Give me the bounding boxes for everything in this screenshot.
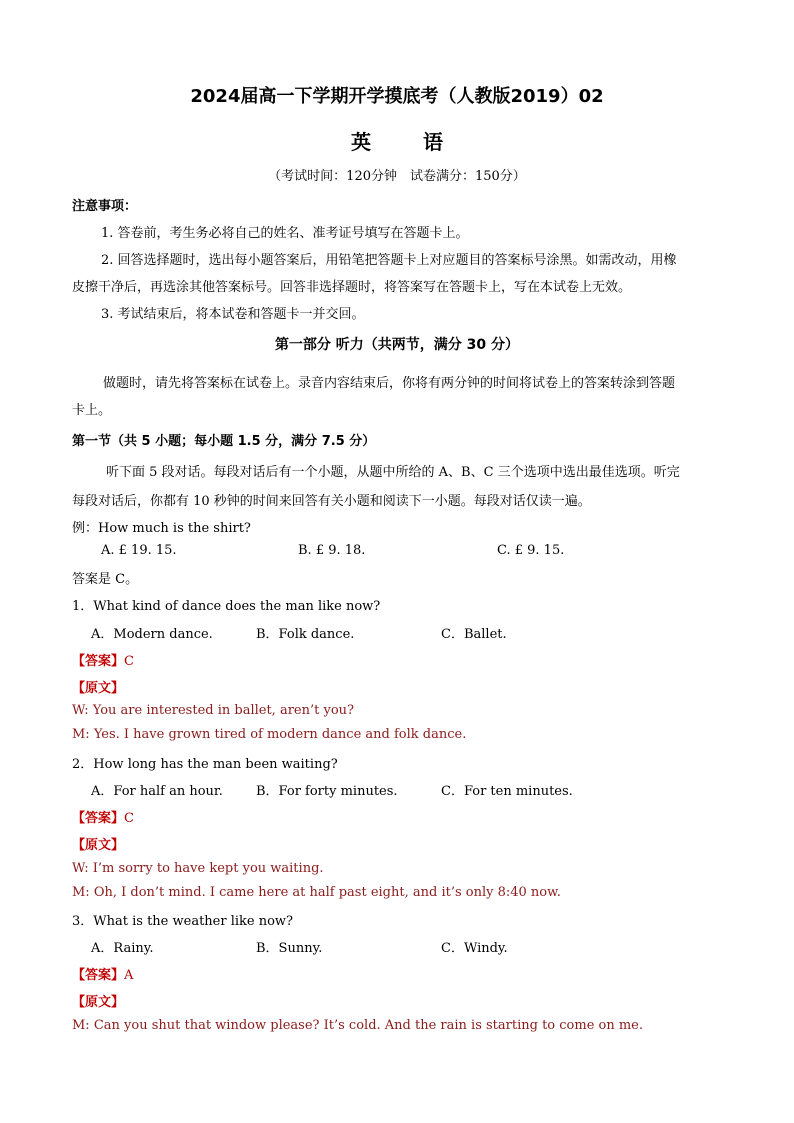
subject-char-1: 英 [351, 130, 371, 154]
question-3-stem: 3．What is the weather like now? [72, 914, 294, 929]
answer-label: 【答案】 [72, 968, 125, 983]
section1-title: 第一节（共 5 小题；每小题 1.5 分，满分 7.5 分） [72, 434, 376, 449]
question-2-stem: 2．How long has the man been waiting? [72, 757, 338, 772]
notice-item-2-line-2: 皮擦干净后，再选涂其他答案标号。回答非选择题时，将答案写在答题卡上，写在本试卷上无效。 [72, 280, 632, 295]
question-3-option-c: C．Windy. [441, 941, 508, 956]
question-1-option-c: C．Ballet. [441, 627, 507, 642]
question-3-option-b: B．Sunny. [256, 941, 323, 956]
question-3-option-a: A．Rainy. [91, 941, 154, 956]
section1-instructions-line-2: 每段对话后，你都有 10 秒钟的时间来回答有关小题和阅读下一小题。每段对话仅读一遍。 [72, 494, 591, 509]
question-2-option-b: B．For forty minutes. [256, 784, 398, 799]
question-3-transcript-label: 【原文】 [72, 995, 125, 1010]
notice-item-1: 1. 答卷前，考生务必将自己的姓名、准考证号填写在答题卡上。 [101, 226, 469, 241]
question-2-transcript-label: 【原文】 [72, 838, 125, 853]
answer-label: 【答案】 [72, 811, 125, 826]
answer-value: C [124, 811, 134, 826]
part1-title: 第一部分 听力（共两节，满分 30 分） [274, 337, 520, 353]
example-question: 例：How much is the shirt? [72, 521, 251, 536]
question-1-stem: 1．What kind of dance does the man like now? [72, 599, 381, 614]
example-option-b: B. £ 9. 18. [298, 543, 366, 558]
part1-intro-line-2: 卡上。 [72, 403, 112, 418]
section1-instructions-line-1: 听下面 5 段对话。每段对话后有一个小题，从题中所给的 A、B、C 三个选项中选出最佳选项。听完 [106, 465, 680, 480]
question-1-answer [72, 650, 134, 669]
question-2-transcript-line-1: W: I’m sorry to have kept you waiting. [72, 861, 324, 876]
answer-label: 【答案】 [72, 654, 125, 669]
question-3-transcript-line-1: M: Can you shut that window please? It’s cold. And the rain is starting to come on me. [72, 1018, 644, 1033]
part1-intro-line-1: 做题时，请先将答案标在试卷上。录音内容结束后，你将有两分钟的时间将试卷上的答案转涂到答题 [103, 376, 676, 391]
subject-char-2: 语 [423, 130, 443, 154]
question-1-option-a: A．Modern dance. [91, 627, 213, 642]
notice-item-2-line-1: 2. 回答选择题时，选出每小题答案后，用铅笔把答题卡上对应题目的答案标号涂黑。如需改动，用橡 [101, 253, 677, 268]
exam-time-info: （考试时间：120分钟 试卷满分：150分） [268, 169, 526, 184]
question-1-option-b: B．Folk dance. [256, 627, 355, 642]
answer-value: A [124, 968, 134, 983]
question-2-answer [72, 807, 134, 826]
question-2-option-a: A．For half an hour. [91, 784, 223, 799]
subject-title [0, 126, 794, 155]
notice-heading: 注意事项： [72, 199, 138, 214]
question-2-option-c: C．For ten minutes. [441, 784, 573, 799]
example-option-c: C. £ 9. 15. [497, 543, 565, 558]
answer-value: C [124, 654, 134, 669]
example-answer: 答案是 C。 [72, 572, 139, 587]
question-1-transcript-line-1: W: You are interested in ballet, aren’t you? [72, 703, 354, 718]
notice-item-3: 3. 考试结束后，将本试卷和答题卡一并交回。 [101, 307, 365, 322]
question-1-transcript-line-2: M: Yes. I have grown tired of modern dance and folk dance. [72, 727, 467, 742]
question-2-transcript-line-2: M: Oh, I don’t mind. I came here at half past eight, and it’s only 8:40 now. [72, 885, 561, 900]
question-1-transcript-label: 【原文】 [72, 681, 125, 696]
example-option-a: A. £ 19. 15. [101, 543, 177, 558]
question-3-answer [72, 964, 133, 983]
exam-title: 2024届高一下学期开学摸底考（人教版2019）02 [190, 86, 604, 107]
